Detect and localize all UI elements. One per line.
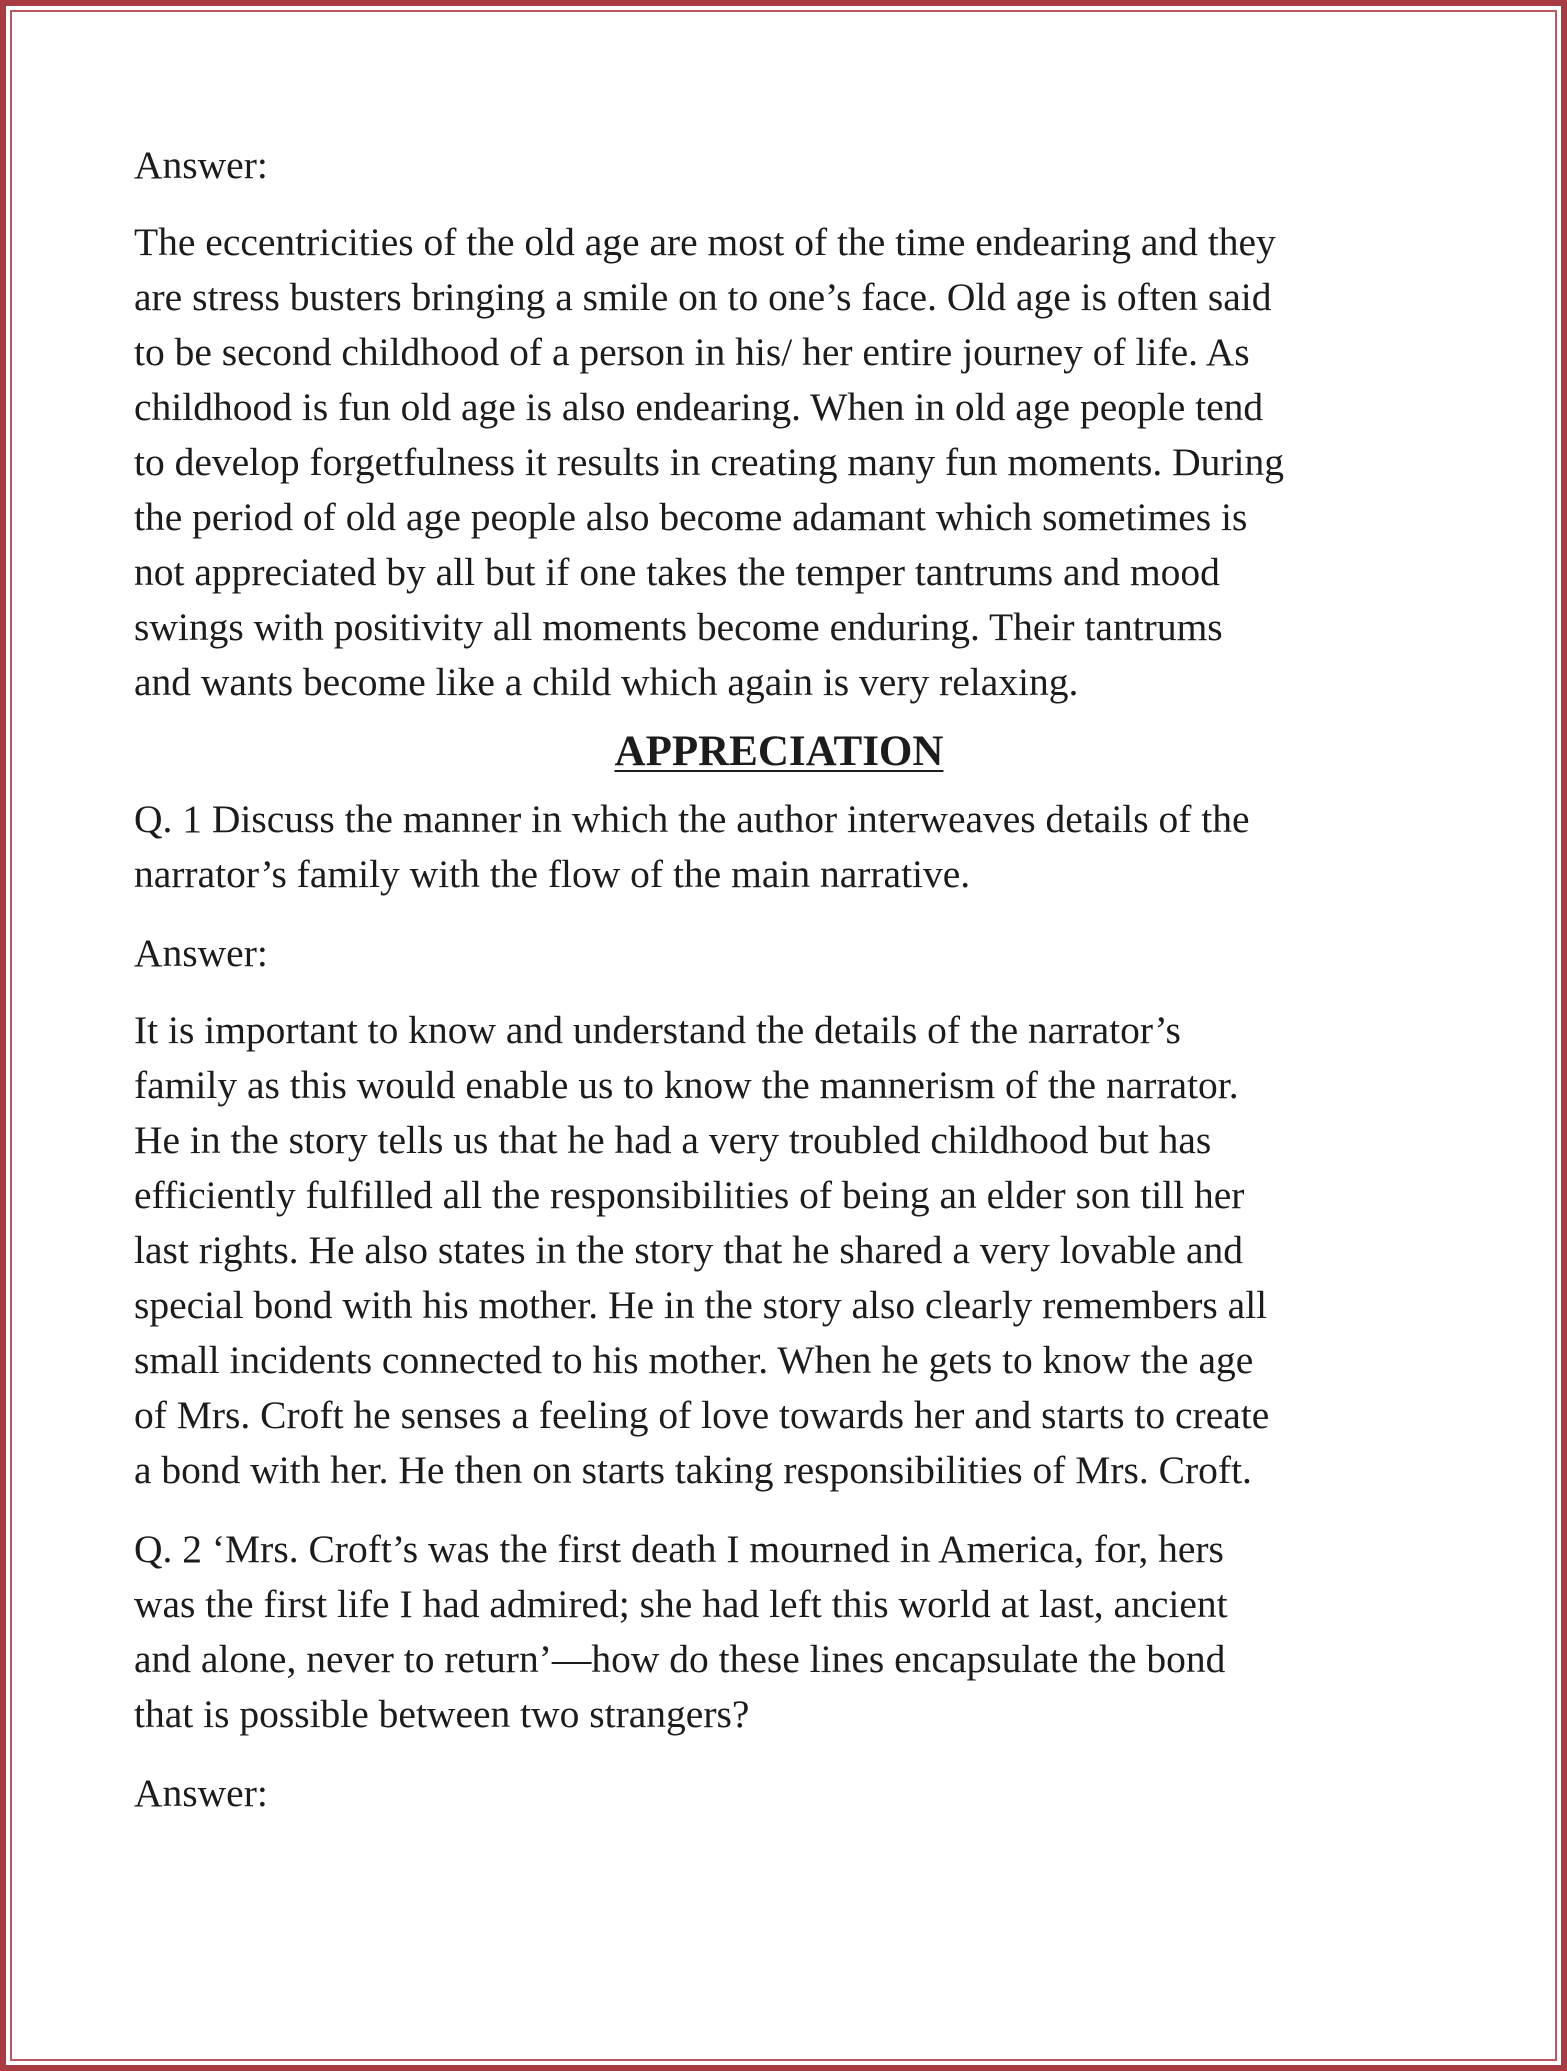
text-line: special bond with his mother. He in the story also clearly remembers all (134, 1283, 1268, 1327)
text-line: to be second childhood of a person in his/ her entire journey of life. As (134, 330, 1250, 374)
text-line: a bond with her. He then on starts taking responsibilities of Mrs. Croft. (134, 1448, 1252, 1492)
section-heading: APPRECIATION (614, 728, 944, 775)
text-line: efficiently fulfilled all the responsibilities of being an elder son till her (134, 1173, 1245, 1217)
question-line: narrator’s family with the flow of the main narrative. (134, 852, 971, 896)
text-line: last rights. He also states in the story that he shared a very lovable and (134, 1228, 1243, 1272)
text-line: small incidents connected to his mother. When he gets to know the age (134, 1338, 1254, 1382)
question-line: was the first life I had admired; she had left this world at last, ancient (134, 1582, 1228, 1626)
text-line: It is important to know and understand the details of the narrator’s (134, 1008, 1181, 1052)
text-line: not appreciated by all but if one takes the temper tantrums and mood (134, 550, 1220, 594)
question-line: and alone, never to return’—how do these lines encapsulate the bond (134, 1637, 1226, 1681)
answer-label: Answer: (134, 143, 268, 187)
question-line: Q. 1 Discuss the manner in which the author interweaves details of the (134, 797, 1250, 841)
text-line: family as this would enable us to know the mannerism of the narrator. (134, 1063, 1239, 1107)
answer-label: Answer: (134, 1771, 268, 1815)
text-line: swings with positivity all moments become enduring. Their tantrums (134, 605, 1223, 649)
question-2 (134, 1522, 1434, 1742)
text-line: are stress busters bringing a smile on to one’s face. Old age is often said (134, 275, 1272, 319)
text-line: The eccentricities of the old age are most of the time endearing and they (134, 220, 1276, 264)
text-line: of Mrs. Croft he senses a feeling of love towards her and starts to create (134, 1393, 1270, 1437)
answer-label: Answer: (134, 931, 268, 975)
question-1 (134, 792, 1434, 902)
document-body (134, 138, 1434, 1821)
answer-paragraph (134, 215, 1434, 710)
text-line: to develop forgetfulness it results in creating many fun moments. During (134, 440, 1285, 484)
question-line: that is possible between two strangers? (134, 1692, 750, 1736)
text-line: childhood is fun old age is also endearing. When in old age people tend (134, 385, 1264, 429)
question-line: Q. 2 ‘Mrs. Croft’s was the first death I mourned in America, for, hers (134, 1527, 1224, 1571)
text-line: He in the story tells us that he had a very troubled childhood but has (134, 1118, 1212, 1162)
text-line: the period of old age people also become adamant which sometimes is (134, 495, 1248, 539)
answer-paragraph (134, 1003, 1434, 1498)
text-line: and wants become like a child which again is very relaxing. (134, 660, 1079, 704)
